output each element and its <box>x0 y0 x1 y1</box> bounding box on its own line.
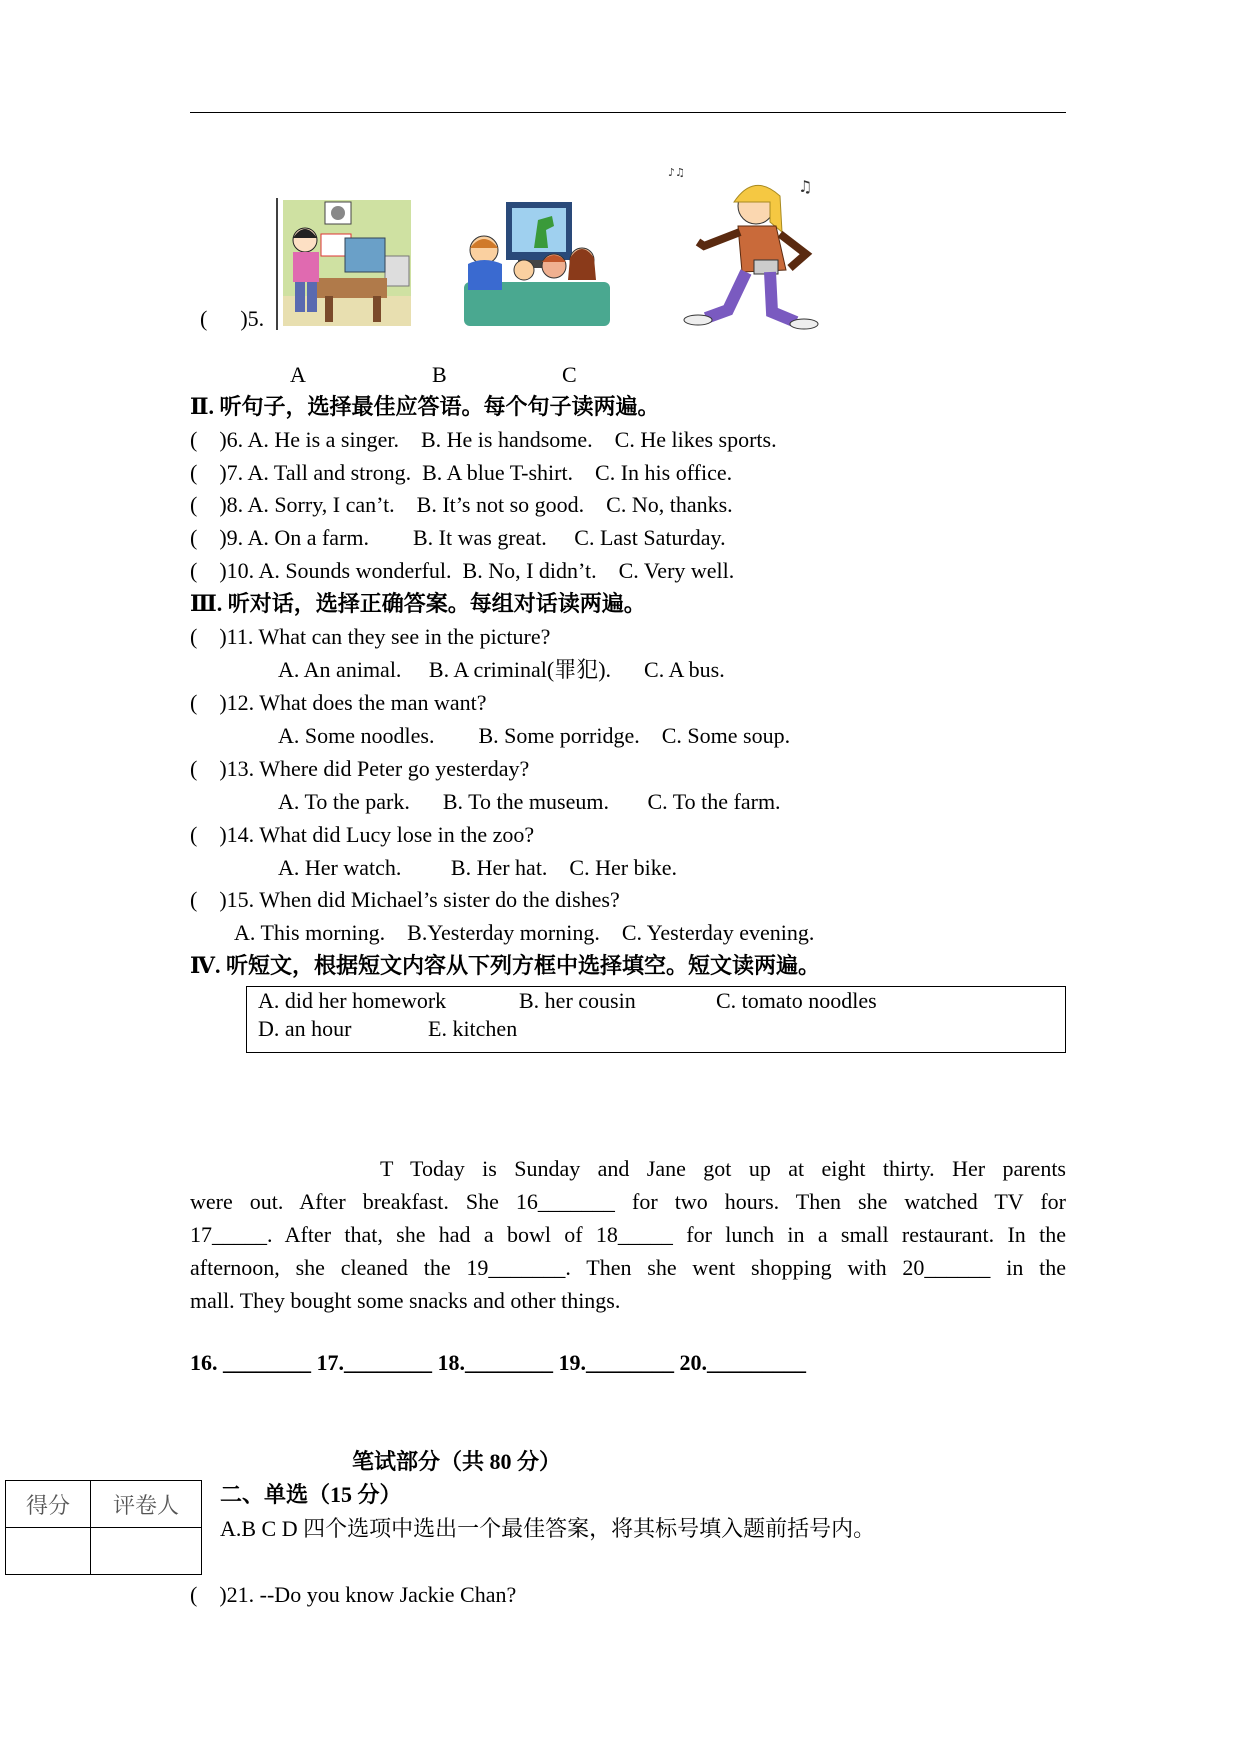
picture-c <box>658 162 838 330</box>
q6: ( )6. A. He is a singer. B. He is handsome. C. He likes sports. <box>190 427 777 452</box>
picture-label-c: C <box>562 362 577 387</box>
score-table <box>5 1480 202 1575</box>
picture-label-a: A <box>290 362 306 387</box>
q15-options: A. This morning. B.Yesterday morning. C. Yesterday evening. <box>234 920 815 945</box>
score-cell[interactable] <box>6 1528 91 1575</box>
q11-options: A. An animal. B. A criminal(罪犯). C. A bus. <box>278 657 725 682</box>
q5-prefix: ( )5. <box>200 306 265 331</box>
picture-b <box>462 200 612 328</box>
header-rule <box>190 112 1066 113</box>
passage-line: T Today is Sunday and Jane got up at eight thirty. Her parents <box>380 1156 1066 1181</box>
grader-header: 评卷人 <box>91 1481 202 1528</box>
q9: ( )9. A. On a farm. B. It was great. C. Last Saturday. <box>190 525 726 550</box>
section4-heading: Ⅳ. 听短文，根据短文内容从下列方框中选择填空。短文读两遍。 <box>190 953 820 978</box>
word-box-e: E. kitchen <box>428 1016 518 1041</box>
passage-line: were out. After breakfast. She 16_______ for two hours. Then she watched TV for <box>190 1189 1066 1214</box>
q21: ( )21. --Do you know Jackie Chan? <box>190 1582 517 1607</box>
single-choice-instruction: A.B C D 四个选项中选出一个最佳答案，将其标号填入题前括号内。 <box>220 1516 876 1541</box>
word-box-b: B. her cousin <box>519 988 636 1013</box>
passage <box>190 1152 1066 1317</box>
q13-options: A. To the park. B. To the museum. C. To the farm. <box>278 789 781 814</box>
word-box-d: D. an hour <box>258 1016 352 1041</box>
q12: ( )12. What does the man want? <box>190 690 487 715</box>
q14-options: A. Her watch. B. Her hat. C. Her bike. <box>278 855 677 880</box>
picture-label-b: B <box>432 362 447 387</box>
answer-blanks: 16. ________ 17.________ 18.________ 19.________ 20._________ <box>190 1350 806 1375</box>
grader-cell[interactable] <box>91 1528 202 1575</box>
q10: ( )10. A. Sounds wonderful. B. No, I didn’t. C. Very well. <box>190 558 735 583</box>
passage-line: mall. They bought some snacks and other things. <box>190 1288 621 1313</box>
written-part-title: 笔试部分（共 80 分） <box>352 1449 562 1474</box>
section2-heading: Ⅱ. 听句子，选择最佳应答语。每个句子读两遍。 <box>190 394 660 419</box>
q12-options: A. Some noodles. B. Some porridge. C. Some soup. <box>278 723 791 748</box>
q14: ( )14. What did Lucy lose in the zoo? <box>190 822 535 847</box>
q8: ( )8. A. Sorry, I can’t. B. It’s not so good. C. No, thanks. <box>190 492 733 517</box>
picture-a <box>275 196 415 330</box>
score-header: 得分 <box>6 1481 91 1528</box>
svg-text:♪♫: ♪♫ <box>668 166 685 179</box>
svg-text:♫: ♫ <box>798 177 813 196</box>
q11: ( )11. What can they see in the picture? <box>190 624 551 649</box>
q7: ( )7. A. Tall and strong. B. A blue T-shirt. C. In his office. <box>190 460 733 485</box>
q15: ( )15. When did Michael’s sister do the dishes? <box>190 887 620 912</box>
word-box-a: A. did her homework <box>258 988 447 1013</box>
section-single-choice-heading: 二、单选（15 分） <box>220 1482 402 1507</box>
word-box-c: C. tomato noodles <box>716 988 877 1013</box>
q13: ( )13. Where did Peter go yesterday? <box>190 756 530 781</box>
passage-line: afternoon, she cleaned the 19_______. Then she went shopping with 20______ in the <box>190 1255 1066 1280</box>
passage-line: 17_____. After that, she had a bowl of 18_____ for lunch in a small restaurant. In the <box>190 1222 1066 1247</box>
section3-heading: Ⅲ. 听对话，选择正确答案。每组对话读两遍。 <box>190 591 646 616</box>
